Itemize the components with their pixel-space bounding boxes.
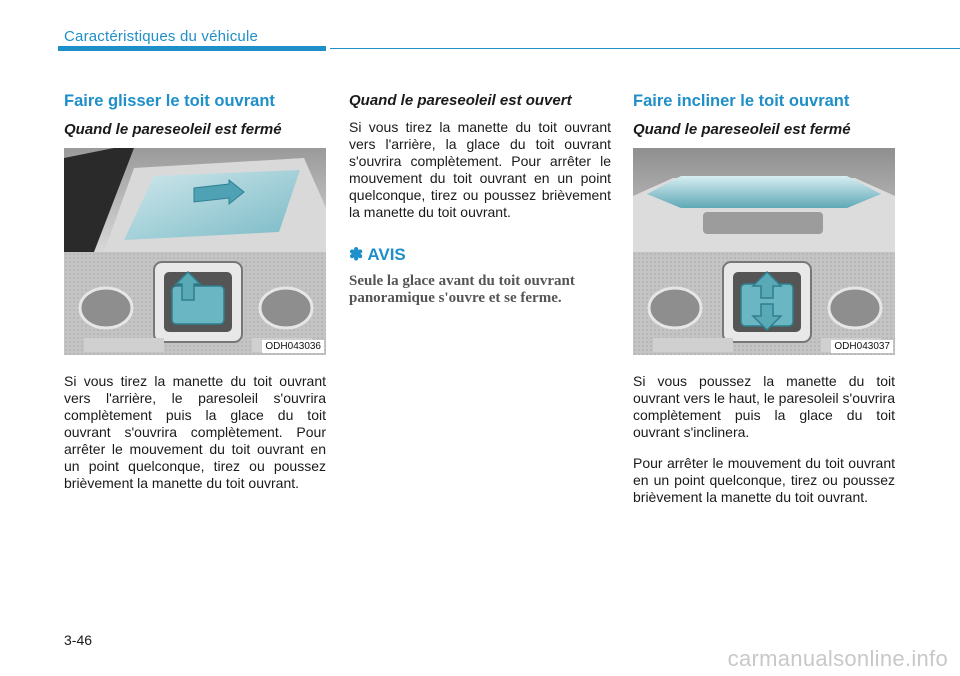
figure-code-slide: ODH043036 [262,340,324,353]
column-slide [64,92,326,492]
section-title-slide: Faire glisser le toit ouvrant [64,92,275,110]
watermark: carmanualsonline.info [727,646,948,671]
header-rule [330,48,960,49]
sunroof-slide-illustration [64,148,326,355]
sub-title-tilt-sunshade-closed: Quand le pareseoleil est fermé [633,121,851,138]
figure-tilt-sunroof [633,148,895,355]
sunroof-tilt-illustration [633,148,895,355]
header-accent-bar [58,46,326,51]
column-slide-open [349,92,611,307]
paragraph-tilt-2: Pour arrêter le mouvement du toit ouvrant en un point quelconque, tirez ou poussez brièvement la manette du toit ouvrant. [633,455,895,505]
page-header-title: Caractéristiques du véhicule [64,28,259,45]
figure-slide-sunroof [64,148,326,355]
sub-title-sunshade-closed: Quand le pareseoleil est fermé [64,121,282,138]
page-number: 3-46 [64,632,93,648]
notice-title: ✽ AVIS [349,245,406,264]
notice-text: Seule la glace avant du toit ouvrant panoramique s'ouvre et se ferme. [349,273,575,306]
paragraph-slide-open: Si vous tirez la manette du toit ouvrant vers l'arrière, la glace du toit ouvrant s'ouvrira complètement. Pour arrêter le mouvement du toit ouvrant en un point quelconque, tirez ou poussez brièvement la manette du toit ouvrant. [349,119,611,220]
section-title-tilt: Faire incliner le toit ouvrant [633,92,850,110]
column-tilt [633,92,895,506]
figure-code-tilt: ODH043037 [831,340,893,353]
sub-title-sunshade-open: Quand le pareseoleil est ouvert [349,92,572,109]
paragraph-tilt-1: Si vous poussez la manette du toit ouvrant vers le haut, le paresoleil s'ouvrira complètement puis la glace du toit ouvrant s'inclinera. [633,373,895,440]
paragraph-slide-closed: Si vous tirez la manette du toit ouvrant vers l'arrière, le paresoleil s'ouvrira complètement puis la glace du toit ouvrant s'ouvrira complètement. Pour arrêter le mouvement du toit ouvrant en un point quelconque, tirez ou poussez brièvement la manette du toit ouvrant. [64,373,326,491]
